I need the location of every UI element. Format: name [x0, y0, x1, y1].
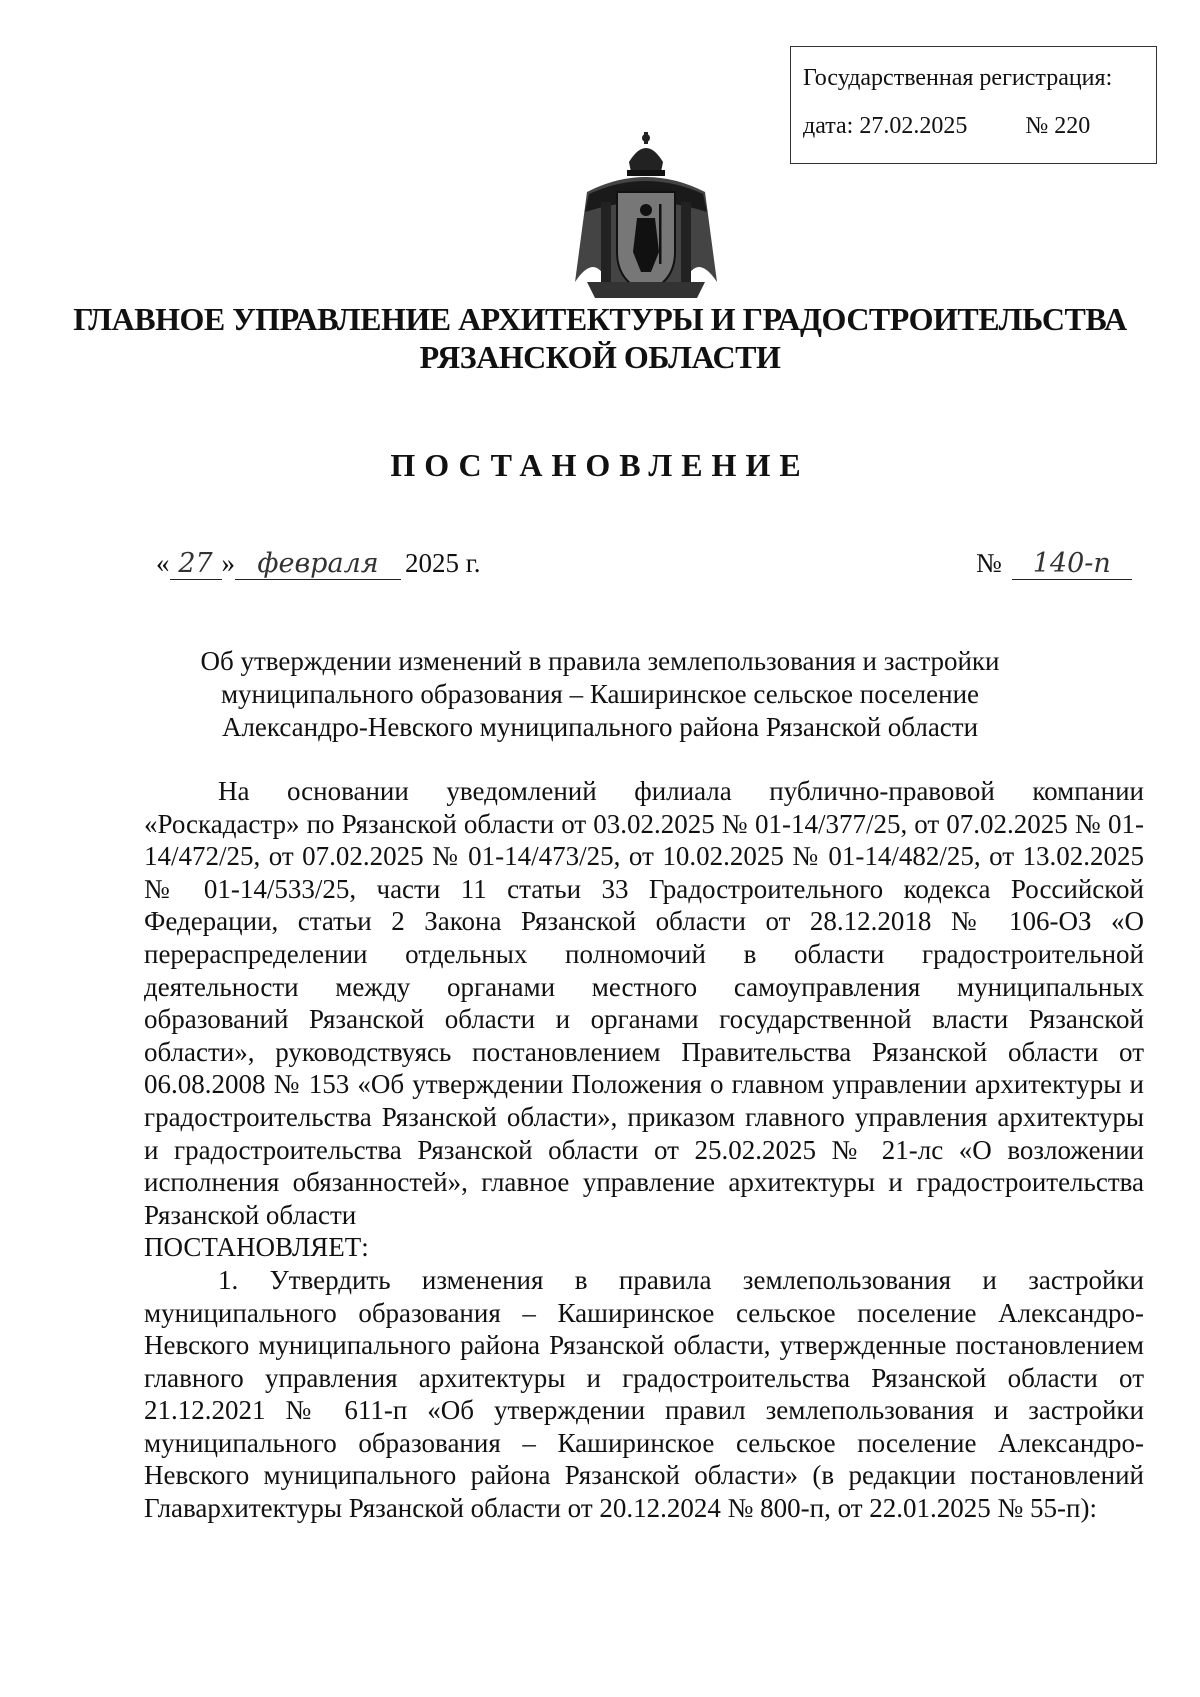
registration-stamp: [790, 46, 1157, 164]
document-date: [156, 548, 481, 580]
date-day: 27: [170, 548, 222, 580]
item-1-paragraph: 1. Утвердить изменения в правила землепользования и застройки муниципального образования – Каширинское сельское поселение Александро-Невского муниципального района Рязанской области, утвержденные постановлением главного управления архитектуры и градостроительства Рязанской области от 21.12.2021 № 611-п «Об утверждении правил землепользования и застройки муниципального образования – Каширинское сельское поселение Александро-Невского муниципального района Рязанской области» (в редакции постановлений Главархитектуры Рязанской области от 20.12.2024 № 800-п, от 22.01.2025 № 55-п):: [144, 1264, 1144, 1524]
decree-word: ПОСТАНОВЛЯЕТ:: [144, 1232, 369, 1263]
organization-line2: РЯЗАНСКОЙ ОБЛАСТИ: [419, 339, 781, 375]
registration-number: № 220: [1025, 113, 1091, 139]
subject-line2: муниципального образования – Каширинское сельское поселение: [220, 679, 980, 709]
preamble-text: На основании уведомлений филиала публично-правовой компании «Роскадастр» по Рязанской области от 03.02.2025 № 01-14/377/25, от 07.02.2025 № 01-14/472/25, от 07.02.2025 № 01-14/473/25, от 10.02.2025 № 01-14/482/25, от 13.02.2025 № 01-14/533/25, части 11 статьи 33 Градостроительного кодекса Российской Федерации, статьи 2 Закона Рязанской области от 28.12.2018 № 106-ОЗ «О перераспределении отдельных полномочий в области градостроительной деятельности между органами местного самоуправления муниципальных образований Рязанской области и органами государственной власти Рязанской области», руководствуясь постановлением Правительства Рязанской области от 06.08.2008 № 153 «Об утверждении Положения о главном управлении архитектуры и градостроительства Рязанской области», приказом главного управления архитектуры и градостроительства Рязанской области от 25.02.2025 № 21-лс «О возложении исполнения обязанностей», главное управление архитектуры и градостроительства Рязанской области: [144, 776, 1144, 1230]
ryazan-coat-of-arms-icon: [567, 132, 725, 302]
document-type: ПОСТАНОВЛЕНИЕ: [390, 447, 810, 483]
registration-date: дата: 27.02.2025: [803, 113, 968, 139]
number-label: №: [976, 548, 1002, 578]
registration-title: Государственная регистрация:: [803, 65, 1113, 91]
subject-line3: Александро-Невского муниципального района Рязанской области: [221, 712, 979, 742]
subject-line1: Об утверждении изменений в правила землепользования и застройки: [200, 646, 1000, 676]
date-close-quote: »: [221, 548, 235, 578]
document-body: [144, 775, 1144, 1525]
preamble-paragraph: [144, 775, 1144, 1264]
date-open-quote: «: [156, 548, 170, 578]
document-subject: [140, 645, 1060, 744]
date-month: февраля: [235, 548, 401, 580]
document-number: [976, 548, 1132, 580]
organization-name: [0, 300, 1200, 376]
organization-line1: ГЛАВНОЕ УПРАВЛЕНИЕ АРХИТЕКТУРЫ И ГРАДОСТРОИТЕЛЬСТВА: [73, 301, 1127, 337]
number-value: 140-п: [1012, 548, 1132, 580]
date-year: 2025 г.: [405, 548, 481, 578]
registration-details: [803, 111, 1156, 141]
